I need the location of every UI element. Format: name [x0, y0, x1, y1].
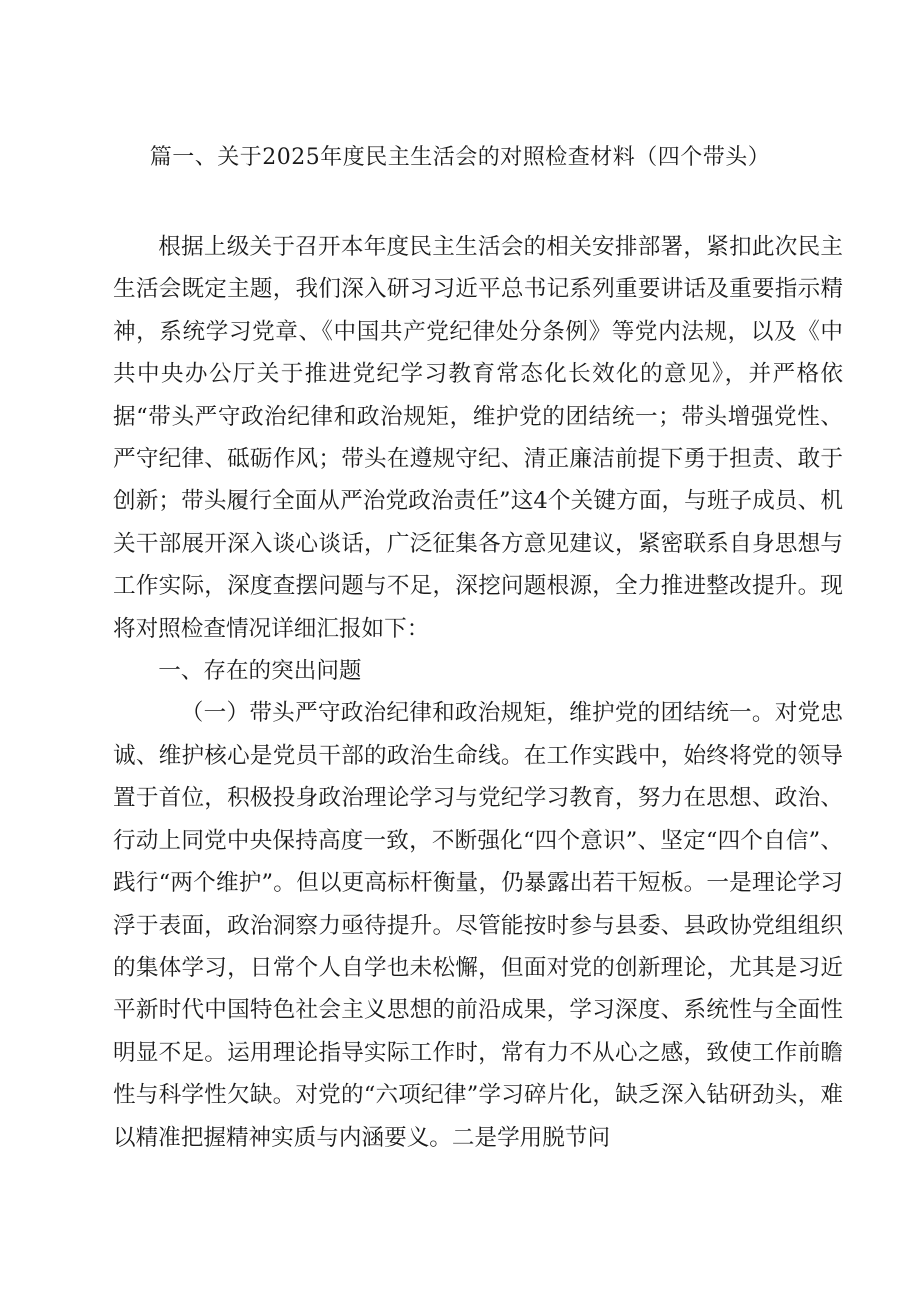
intro-paragraph: 根据上级关于召开本年度民主生活会的相关安排部署，紧扣此次民主生活会既定主题，我们深入研习习近平总书记系列重要讲话及重要指示精神，系统学习党章、《中国共产党纪律处分条例》等党内法规，以及《中共中央办公厅关于推进党纪学习教育常态化长效化的意见》，并严格依据“带头严守政治纪律和政治规矩，维护党的团结统一；带头增强党性、严守纪律、砥砺作风；带头在遵规守纪、清正廉洁前提下勇于担责、敢于创新；带头履行全面从严治党政治责任”这4个关键方面，与班子成员、机关干部展开深入谈心谈话，广泛征集各方意见建议，紧密联系自身思想与工作实际，深度查摆问题与不足，深挖问题根源，全力推进整改提升。现将对照检查情况详细汇报如下： — [113, 234, 843, 642]
document-body — [113, 226, 843, 1159]
section-heading: 一、存在的突出问题 — [158, 658, 362, 685]
document-title: 篇一、关于2025年度民主生活会的对照检查材料（四个带头） — [149, 145, 771, 170]
subsection-paragraph: （一）带头严守政治纪律和政治规矩，维护党的团结统一。对党忠诚、维护核心是党员干部的政治生命线。在工作实践中，始终将党的领导置于首位，积极投身政治理论学习与党纪学习教育，努力在思想、政治、行动上同党中央保持高度一致，不断强化“四个意识”、坚定“四个自信”、践行“两个维护”。但以更高标杆衡量，仍暴露出若干短板。一是理论学习浮于表面，政治洞察力亟待提升。尽管能按时参与县委、县政协党组组织的集体学习，日常个人自学也未松懈，但面对党的创新理论，尤其是习近平新时代中国特色社会主义思想的前沿成果，学习深度、系统性与全面性明显不足。运用理论指导实际工作时，常有力不从心之感，致使工作前瞻性与科学性欠缺。对党的“六项纪律”学习碎片化，缺乏深入钻研劲头，难以精准把握精神实质与内涵要义。二是学用脱节问 — [113, 700, 843, 1151]
